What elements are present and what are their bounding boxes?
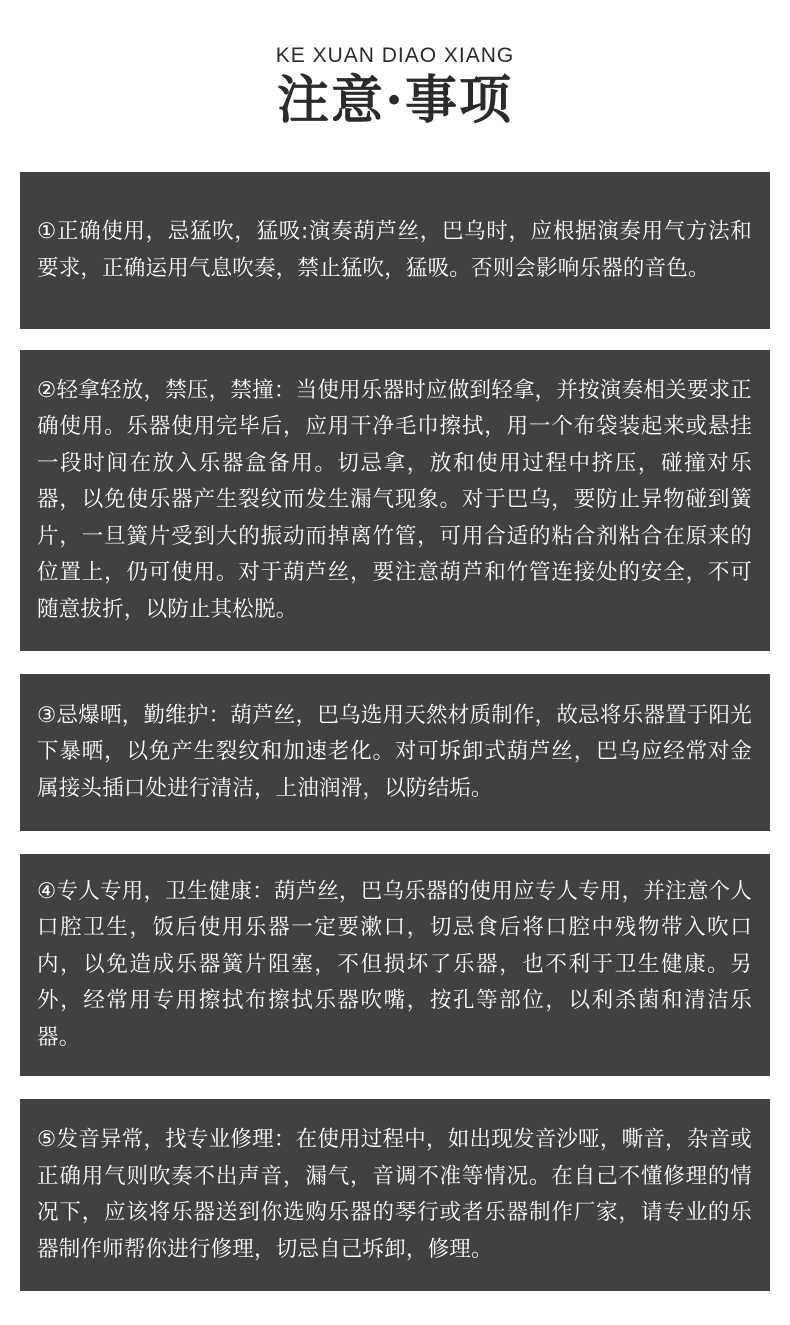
page-title: 注意·事项 [276,70,514,131]
page-header [0,0,790,172]
notice-text-1: ①正确使用，忌猛吹，猛吸:演奏葫芦丝，巴乌时，应根据演奏用气方法和要求，正确运用气息吹奏，禁止猛吹，猛吸。否则会影响乐器的音色。 [37,219,752,281]
notice-card-2 [20,350,770,651]
notice-text-4: ④专人专用，卫生健康：葫芦丝，巴乌乐器的使用应专人专用，并注意个人口腔卫生，饭后使用乐器一定要漱口，切忌食后将口腔中残物带入吹口内，以免造成乐器簧片阻塞，不但损坏了乐器，也不利于卫生健康。另外，经常用专用擦拭布擦拭乐器吹嘴，按孔等部位，以利杀菌和清洁乐器。 [37,878,752,1050]
notice-card-1 [20,172,770,329]
header-subtitle: KE XUAN DIAO XIANG [275,44,515,67]
notice-card-3 [20,674,770,831]
notice-card-5 [20,1099,770,1291]
notice-text-5: ⑤发音异常，找专业修理：在使用过程中，如出现发音沙哑，嘶音，杂音或正确用气则吹奏不出声音，漏气，音调不准等情况。在自己不懂修理的情况下，应该将乐器送到你选购乐器的琴行或者乐器制作厂家，请专业的乐器制作师帮你进行修理，切忌自己坼卸，修理。 [37,1127,752,1262]
notice-card-4 [20,854,770,1076]
notice-text-3: ③忌爆晒，勤维护：葫芦丝，巴乌选用天然材质制作，故忌将乐器置于阳光下暴晒，以免产生裂纹和加速老化。对可坼卸式葫芦丝，巴乌应经常对金属接头插口处进行清洁，上油润滑，以防结垢。 [37,702,752,801]
notice-text-2: ②轻拿轻放，禁压，禁撞：当使用乐器时应做到轻拿，并按演奏相关要求正确使用。乐器使用完毕后，应用干净毛巾擦拭，用一个布袋装起来或悬挂一段时间在放入乐器盒备用。切忌拿，放和使用过程中挤压，碰撞对乐器，以免使乐器产生裂纹而发生漏气现象。对于巴乌，要防止异物碰到簧片，一旦簧片受到大的振动而掉离竹管，可用合适的粘合剂粘合在原来的位置上，仍可使用。对于葫芦丝，要注意葫芦和竹管连接处的安全，不可随意拔折，以防止其松脱。 [37,377,752,622]
